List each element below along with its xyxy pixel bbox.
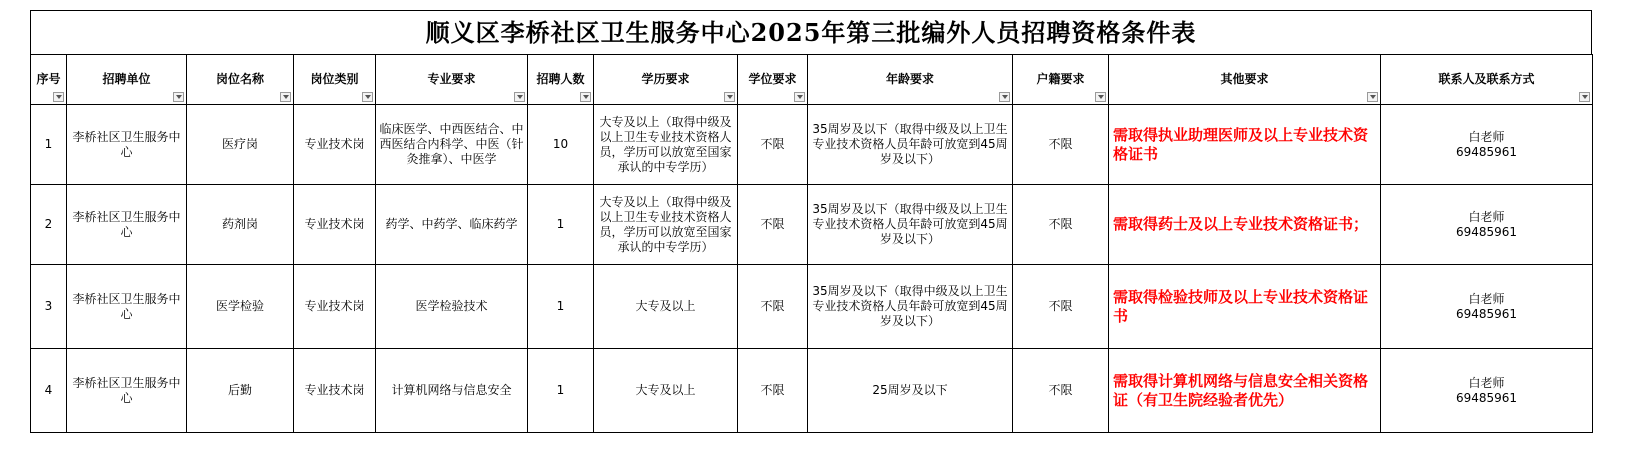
table-title: 顺义区李桥社区卫生服务中心2025年第三批编外人员招聘资格条件表 (30, 10, 1592, 54)
header-label: 学位要求 (748, 72, 797, 86)
dropdown-arrow-icon[interactable] (514, 92, 525, 102)
table-row (31, 265, 1593, 349)
cell-major[interactable]: 药学、中药学、临床药学 (376, 185, 528, 265)
header-post (187, 55, 294, 105)
cell-degree[interactable]: 不限 (738, 185, 808, 265)
cell-category[interactable]: 专业技术岗 (294, 349, 376, 433)
contact-name: 白老师 (1468, 375, 1505, 390)
cell-unit[interactable]: 李桥社区卫生服务中心 (67, 349, 187, 433)
cell-major[interactable]: 医学检验技术 (376, 265, 528, 349)
cell-degree[interactable]: 不限 (738, 105, 808, 185)
dropdown-arrow-icon[interactable] (173, 92, 184, 102)
cell-contact[interactable] (1381, 265, 1593, 349)
cell-other[interactable]: 需取得执业助理医师及以上专业技术资格证书 (1109, 105, 1381, 185)
header-other (1109, 55, 1381, 105)
cell-other[interactable]: 需取得检验技师及以上专业技术资格证书 (1109, 265, 1381, 349)
table-row (31, 185, 1593, 265)
cell-no[interactable]: 2 (31, 185, 67, 265)
header-unit (67, 55, 187, 105)
cell-category[interactable]: 专业技术岗 (294, 105, 376, 185)
header-label: 岗位类别 (310, 72, 359, 86)
contact-phone: 69485961 (1455, 144, 1518, 159)
header-row (31, 55, 1593, 105)
header-hukou (1013, 55, 1109, 105)
cell-count[interactable]: 10 (528, 105, 594, 185)
header-contact (1381, 55, 1593, 105)
cell-post[interactable]: 后勤 (187, 349, 294, 433)
cell-category[interactable]: 专业技术岗 (294, 185, 376, 265)
header-label: 户籍要求 (1036, 72, 1085, 86)
cell-unit[interactable]: 李桥社区卫生服务中心 (67, 105, 187, 185)
header-count (528, 55, 594, 105)
header-label: 招聘人数 (536, 72, 585, 86)
cell-age[interactable]: 35周岁及以下（取得中级及以上卫生专业技术资格人员年龄可放宽到45周岁及以下） (808, 265, 1013, 349)
contact-name: 白老师 (1468, 129, 1505, 144)
cell-contact[interactable] (1381, 105, 1593, 185)
cell-education[interactable]: 大专及以上（取得中级及以上卫生专业技术资格人员，学历可以放宽至国家承认的中专学历） (594, 105, 738, 185)
cell-other[interactable]: 需取得药士及以上专业技术资格证书； (1109, 185, 1381, 265)
contact-name: 白老师 (1468, 209, 1505, 224)
cell-degree[interactable]: 不限 (738, 349, 808, 433)
header-education (594, 55, 738, 105)
cell-education[interactable]: 大专及以上 (594, 349, 738, 433)
cell-contact[interactable] (1381, 349, 1593, 433)
header-label: 联系人及联系方式 (1438, 72, 1535, 86)
cell-count[interactable]: 1 (528, 349, 594, 433)
cell-education[interactable]: 大专及以上 (594, 265, 738, 349)
header-degree (738, 55, 808, 105)
contact-phone: 69485961 (1455, 224, 1518, 239)
header-label: 专业要求 (427, 72, 476, 86)
header-label: 招聘单位 (102, 72, 151, 86)
cell-degree[interactable]: 不限 (738, 265, 808, 349)
dropdown-arrow-icon[interactable] (580, 92, 591, 102)
cell-no[interactable]: 4 (31, 349, 67, 433)
cell-category[interactable]: 专业技术岗 (294, 265, 376, 349)
dropdown-arrow-icon[interactable] (280, 92, 291, 102)
cell-other[interactable]: 需取得计算机网络与信息安全相关资格证（有卫生院经验者优先） (1109, 349, 1381, 433)
cell-hukou[interactable]: 不限 (1013, 349, 1109, 433)
header-age (808, 55, 1013, 105)
dropdown-arrow-icon[interactable] (362, 92, 373, 102)
cell-post[interactable]: 药剂岗 (187, 185, 294, 265)
header-label: 其他要求 (1220, 72, 1269, 86)
cell-no[interactable]: 3 (31, 265, 67, 349)
cell-post[interactable]: 医疗岗 (187, 105, 294, 185)
dropdown-arrow-icon[interactable] (794, 92, 805, 102)
header-category (294, 55, 376, 105)
recruitment-table (30, 54, 1593, 433)
cell-major[interactable]: 临床医学、中西医结合、中西医结合内科学、中医（针灸推拿）、中医学 (376, 105, 528, 185)
table-row (31, 349, 1593, 433)
cell-count[interactable]: 1 (528, 185, 594, 265)
cell-age[interactable]: 35周岁及以下（取得中级及以上卫生专业技术资格人员年龄可放宽到45周岁及以下） (808, 185, 1013, 265)
cell-unit[interactable]: 李桥社区卫生服务中心 (67, 185, 187, 265)
dropdown-arrow-icon[interactable] (999, 92, 1010, 102)
cell-age[interactable]: 25周岁及以下 (808, 349, 1013, 433)
cell-hukou[interactable]: 不限 (1013, 265, 1109, 349)
cell-no[interactable]: 1 (31, 105, 67, 185)
dropdown-arrow-icon[interactable] (53, 92, 64, 102)
cell-age[interactable]: 35周岁及以下（取得中级及以上卫生专业技术资格人员年龄可放宽到45周岁及以下） (808, 105, 1013, 185)
header-label: 学历要求 (641, 72, 690, 86)
header-major (376, 55, 528, 105)
table-row (31, 105, 1593, 185)
contact-phone: 69485961 (1455, 306, 1518, 321)
contact-phone: 69485961 (1455, 390, 1518, 405)
header-label: 序号 (36, 72, 61, 86)
cell-unit[interactable]: 李桥社区卫生服务中心 (67, 265, 187, 349)
cell-hukou[interactable]: 不限 (1013, 105, 1109, 185)
cell-education[interactable]: 大专及以上（取得中级及以上卫生专业技术资格人员，学历可以放宽至国家承认的中专学历） (594, 185, 738, 265)
spreadsheet (30, 10, 1592, 433)
cell-hukou[interactable]: 不限 (1013, 185, 1109, 265)
cell-count[interactable]: 1 (528, 265, 594, 349)
contact-name: 白老师 (1468, 291, 1505, 306)
dropdown-arrow-icon[interactable] (1367, 92, 1378, 102)
header-label: 年龄要求 (885, 72, 934, 86)
dropdown-arrow-icon[interactable] (1095, 92, 1106, 102)
dropdown-arrow-icon[interactable] (724, 92, 735, 102)
header-label: 岗位名称 (215, 72, 264, 86)
header-no (31, 55, 67, 105)
cell-major[interactable]: 计算机网络与信息安全 (376, 349, 528, 433)
dropdown-arrow-icon[interactable] (1579, 92, 1590, 102)
cell-contact[interactable] (1381, 185, 1593, 265)
cell-post[interactable]: 医学检验 (187, 265, 294, 349)
